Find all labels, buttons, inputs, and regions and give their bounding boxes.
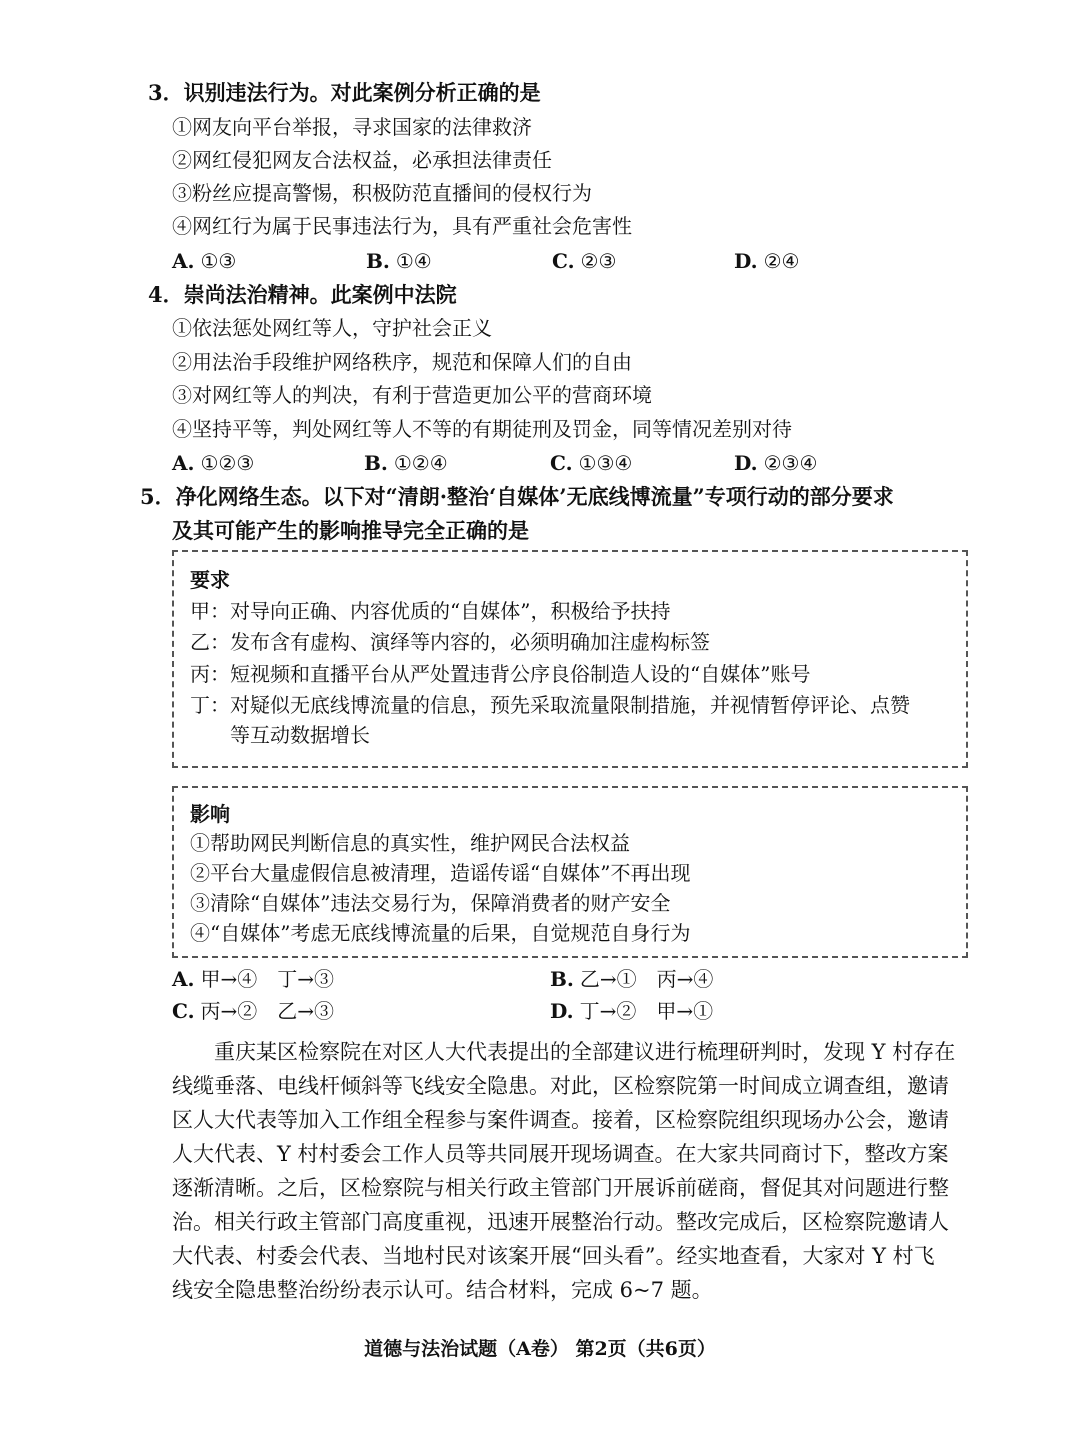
choice-d[interactable]: D. 丁→② 甲→① xyxy=(550,999,714,1023)
question-5-stem-cont: 及其可能产生的影响推导完全正确的是 xyxy=(172,518,529,543)
requirement-jia: 甲：对导向正确、内容优质的“自媒体”，积极给予扶持 xyxy=(190,599,671,623)
choice-c[interactable]: C. ②③ xyxy=(552,249,617,273)
question-3-option: ①网友向平台举报，寻求国家的法律救济 xyxy=(172,115,532,139)
question-4-option: ①依法惩处网红等人，守护社会正义 xyxy=(172,316,492,340)
page-footer: 道德与法治试题（A卷） 第2页（共6页） xyxy=(364,1338,716,1360)
impacts-box xyxy=(172,786,968,958)
question-4-option: ②用法治手段维护网络秩序，规范和保障人们的自由 xyxy=(172,350,632,374)
question-5-stem: 5．净化网络生态。以下对“清朗·整治‘自媒体’无底线博流量”专项行动的部分要求 xyxy=(140,484,894,509)
material-line: 人大代表、Y 村村委会工作人员等共同展开现场调查。在大家共同商讨下，整改方案 xyxy=(172,1142,949,1166)
question-5-choices-row2 xyxy=(172,996,812,1026)
material-line: 线缆垂落、电线杆倾斜等飞线安全隐患。对此，区检察院第一时间成立调查组，邀请 xyxy=(172,1074,949,1098)
question-3-option: ③粉丝应提高警惕，积极防范直播间的侵权行为 xyxy=(172,181,592,205)
question-4-stem: 4．崇尚法治精神。此案例中法院 xyxy=(148,282,457,307)
choice-a[interactable]: A. ①②③ xyxy=(172,451,255,475)
impact-item: ②平台大量虚假信息被清理，造谣传谣“自媒体”不再出现 xyxy=(190,861,691,885)
choice-d[interactable]: D. ②④ xyxy=(734,249,800,273)
requirement-ding-cont: 等互动数据增长 xyxy=(230,723,370,747)
question-4-option: ④坚持平等，判处网红等人不等的有期徒刑及罚金，同等情况差别对待 xyxy=(172,417,792,441)
choice-b[interactable]: B. 乙→① 丙→④ xyxy=(550,967,714,991)
requirement-yi: 乙：发布含有虚构、演绎等内容的，必须明确加注虚构标签 xyxy=(190,630,710,654)
material-line: 重庆某区检察院在对区人大代表提出的全部建议进行梳理研判时，发现 Y 村存在 xyxy=(214,1040,956,1064)
requirements-title: 要求 xyxy=(190,568,230,592)
requirement-ding: 丁：对疑似无底线博流量的信息，预先采取流量限制措施，并视情暂停评论、点赞 xyxy=(190,693,910,717)
question-5-choices-row1 xyxy=(172,964,812,994)
material-line: 大代表、村委会代表、当地村民对该案开展“回头看”。经实地查看，大家对 Y 村飞 xyxy=(172,1244,935,1268)
choice-a[interactable]: A. ①③ xyxy=(172,249,237,273)
material-line: 区人大代表等加入工作组全程参与案件调查。接着，区检察院组织现场办公会，邀请 xyxy=(172,1108,949,1132)
material-line: 治。相关行政主管部门高度重视，迅速开展整治行动。整改完成后，区检察院邀请人 xyxy=(172,1210,949,1234)
requirement-bing: 丙：短视频和直播平台从严处置违背公序良俗制造人设的“自媒体”账号 xyxy=(190,662,811,686)
impact-item: ③清除“自媒体”违法交易行为，保障消费者的财产安全 xyxy=(190,891,671,915)
impacts-title: 影响 xyxy=(190,802,230,826)
question-4-option: ③对网红等人的判决，有利于营造更加公平的营商环境 xyxy=(172,383,652,407)
choice-d[interactable]: D. ②③④ xyxy=(734,451,818,475)
question-3-stem: 3．识别违法行为。对此案例分析正确的是 xyxy=(148,80,541,105)
impact-item: ①帮助网民判断信息的真实性，维护网民合法权益 xyxy=(190,831,630,855)
question-4-choices xyxy=(172,448,892,478)
material-line: 线安全隐患整治纷纷表示认可。结合材料，完成 6~7 题。 xyxy=(172,1278,713,1302)
choice-a[interactable]: A. 甲→④ 丁→③ xyxy=(172,967,334,991)
question-3-option: ④网红行为属于民事违法行为，具有严重社会危害性 xyxy=(172,214,632,238)
choice-b[interactable]: B. ①④ xyxy=(366,249,432,273)
requirements-box xyxy=(172,550,968,768)
impact-item: ④“自媒体”考虑无底线博流量的后果，自觉规范自身行为 xyxy=(190,921,691,945)
choice-c[interactable]: C. ①③④ xyxy=(550,451,633,475)
material-line: 逐渐清晰。之后，区检察院与相关行政主管部门开展诉前磋商，督促其对问题进行整 xyxy=(172,1176,949,1200)
choice-c[interactable]: C. 丙→② 乙→③ xyxy=(172,999,335,1023)
question-3-choices xyxy=(172,246,872,276)
question-3-option: ②网红侵犯网友合法权益，必承担法律责任 xyxy=(172,148,552,172)
choice-b[interactable]: B. ①②④ xyxy=(364,451,448,475)
